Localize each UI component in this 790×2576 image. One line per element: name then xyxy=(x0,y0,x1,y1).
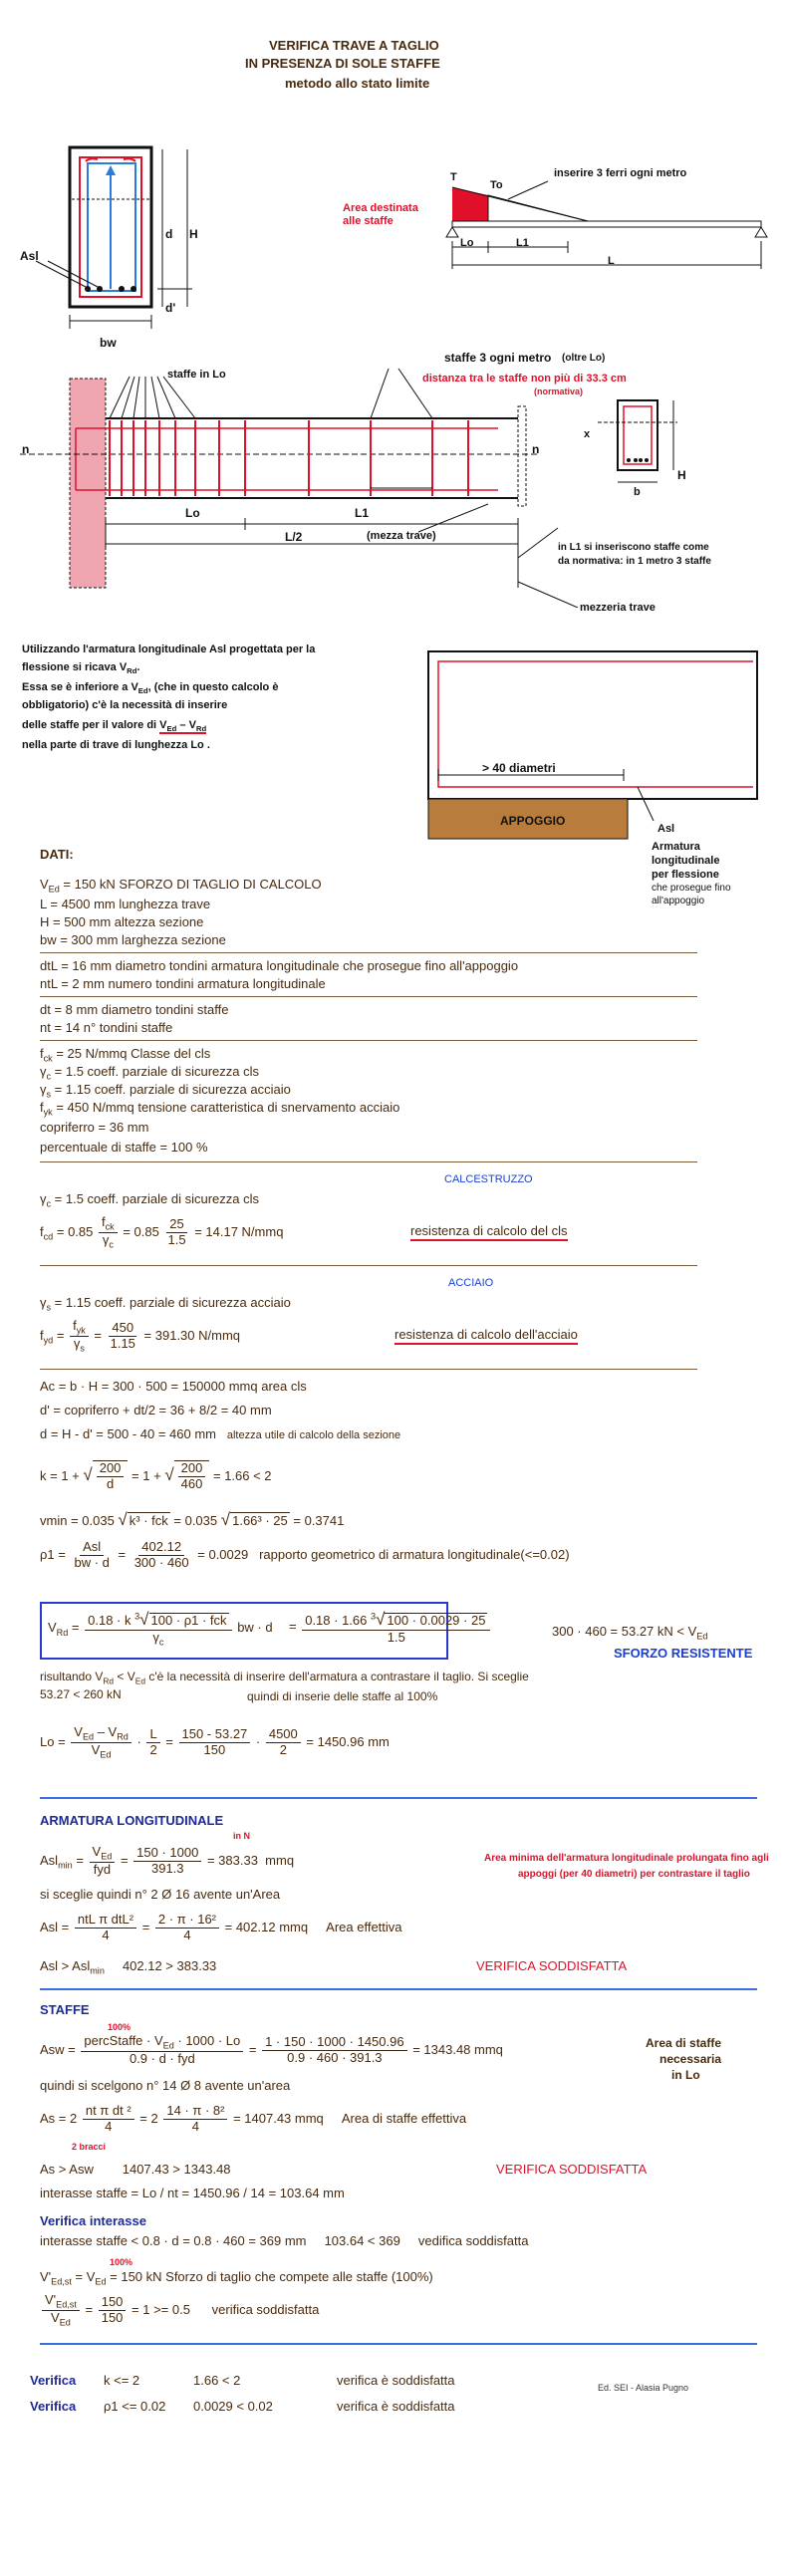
fig2-inserire-label: inserire 3 ferri ogni metro xyxy=(554,167,687,179)
fig2-area-label-1: Area destinata xyxy=(343,202,418,214)
fig3-b-label: b xyxy=(634,486,641,498)
staffe-ver-int: interasse staffe < 0.8 · d = 0.8 · 460 = 369 mm 103.64 < 369 vedifica soddisfatta xyxy=(40,2233,529,2248)
fig3-mezzeria: mezzeria trave xyxy=(580,602,656,614)
vrd-risultando-2: 53.27 < 260 kN xyxy=(40,1687,122,1701)
final-v2-cond: ρ1 <= 0.02 xyxy=(104,2399,166,2414)
geo-k: k = 1 + √ $\frac{200}{d}$ = 1 + √ $\frac{200}{460}$ = 1.66 < 2 xyxy=(40,1460,272,1491)
staffe-scelta: quindi si scelgono n° 14 Ø 8 avente un'area xyxy=(40,2078,291,2093)
arm-long-asl: Asl = $\frac{\text{ntL π dtL²}}{4}$ = $\frac{\text{2 · π · 16²}}{4}$ = 402.12 mmq Area effettiva xyxy=(40,1912,402,1942)
staffe-vedst: $V'_{Ed,st} = V_{Ed} = 150$ kN Sforzo di taglio che compete alle staffe (100%) xyxy=(40,2269,433,2287)
fig4-arm-5: all'appoggio xyxy=(652,896,705,906)
fig4-arm-2: longitudinale xyxy=(652,855,720,867)
staffe-as: As = 2 $\frac{\text{nt π dt ²}}{4}$ = 2 $\frac{\text{14 · π · 8²}}{4}$ = 1407.43 mmq Area di staffe effettiva xyxy=(40,2103,467,2134)
fig2-area-label-2: alle staffe xyxy=(343,215,394,227)
staffe-asw-lab-3: in Lo xyxy=(671,2068,700,2082)
fig2-l1-label: L1 xyxy=(516,237,529,249)
fig2-l-label: L xyxy=(608,255,615,267)
acciaio-fyd: $f_{yd}$ = $\frac{f_{yk}}{\gamma_s}$ = $\frac{450}{1.15}$ = 391.30 N/mmq xyxy=(40,1318,241,1354)
arm-long-note-2: appoggi (per 40 diametri) per contrastare il taglio xyxy=(518,1869,750,1880)
dati-bw: bw = 300 mm larghezza sezione xyxy=(40,932,226,947)
fig4-appoggio: APPOGGIO xyxy=(500,814,566,828)
fig4-arm-3: per flessione xyxy=(652,869,719,881)
final-v2-title: Verifica xyxy=(30,2399,77,2414)
final-v2-res: verifica è soddisfatta xyxy=(337,2399,455,2414)
final-v1-title: Verifica xyxy=(30,2373,77,2388)
staffe-perc100b: 100% xyxy=(110,2257,133,2267)
fig4-asl: Asl xyxy=(658,823,675,835)
dati-fyk: $f_{yk} = 450$ N/mmq tensione caratteristica di snervamento acciaio xyxy=(40,1100,400,1118)
fig3-l1-label: L1 xyxy=(355,506,370,520)
section-diagram xyxy=(28,139,207,349)
dati-h: H = 500 mm altezza sezione xyxy=(40,914,204,929)
fig3-h-label: H xyxy=(677,468,686,482)
vrd-risultando-3: quindi di inserie delle staffe al 100% xyxy=(247,1689,438,1703)
intro-line-3: Essa se è inferiore a $V_{Ed}$, (che in questo calcolo è xyxy=(22,681,279,696)
fig3-x-label: x xyxy=(584,428,591,440)
dati-ved: $V_{Ed} = 150$ kN SFORZO DI TAGLIO DI CALCOLO xyxy=(40,877,322,895)
vrd-subst: = $\frac{0.18 \cdot 1.66 ^3√ 100 \cdot 0.0029 \cdot 25}{1.5}$ xyxy=(289,1610,492,1645)
staffe-perc100: 100% xyxy=(108,2022,132,2032)
staffe-cmp: As > Asw 1407.43 > 1343.48 xyxy=(40,2162,231,2177)
dati-dtl: dtL = 16 mm diametro tondini armatura longitudinale che prosegue fino all'appoggio xyxy=(40,958,519,973)
fig3-n-right: n xyxy=(532,442,540,456)
dati-ntl: ntL = 2 mm numero tondini armatura longitudinale xyxy=(40,976,326,991)
final-v2-val: 0.0029 < 0.02 xyxy=(193,2399,273,2414)
final-v1-cond: k <= 2 xyxy=(104,2373,140,2388)
anchorage-diagram xyxy=(424,647,783,847)
fig3-l2-label: L/2 xyxy=(285,530,303,544)
lo-formula: Lo = $\frac{V_{Ed} - V_{Rd}}{V_{Ed}}$ · $\frac{L}{2}$ = $\frac{150 - 53.27}{150}$ · $\frac{4500}{2}$ = 1450.96 mm xyxy=(40,1724,390,1760)
arm-long-verifica: VERIFICA SODDISFATTA xyxy=(476,1958,628,1973)
arm-long-formula: Asl$_{min}$ = $\frac{V_{Ed}}{\text{fyd}}$ = $\frac{150 \cdot 1000}{391.3}$ = 383.33 mmq xyxy=(40,1844,295,1878)
dati-gs: $\gamma_s = 1.15$ coeff. parziale di sicurezza acciaio xyxy=(40,1082,291,1100)
fig3-mezza-trave: (mezza trave) xyxy=(367,530,436,542)
acciaio-gs: $\gamma_s = 1.15$ coeff. parziale di sicurezza acciaio xyxy=(40,1295,291,1313)
dati-perc: percentuale di staffe = 100 % xyxy=(40,1140,208,1155)
vrd-result: 300 · 460 = 53.27 kN < $V_{Ed}$ xyxy=(552,1624,708,1642)
staffe-ratio: $\frac{V'_{Ed,st}}{V_{Ed}}$ = $\frac{150}{150}$ = 1 >= 0.5 verifica soddisfatta xyxy=(40,2293,319,2328)
title-line-2: IN PRESENZA DI SOLE STAFFE xyxy=(245,56,440,71)
geo-d: d = H - d' = 500 - 40 = 460 mm altezza utile di calcolo della sezione xyxy=(40,1426,401,1441)
arm-long-note-1: Area minima dell'armatura longitudinale prolungata fino agli xyxy=(484,1853,769,1864)
vrd-formula: $V_{Rd}$ = $\frac{0.18 \cdot k ^3√ 100 \cdot \rho 1 \cdot fck}{\gamma_c}$ bw · d xyxy=(48,1610,273,1648)
fig1-bw-label: bw xyxy=(100,336,117,350)
vrd-sforzo: SFORZO RESISTENTE xyxy=(614,1646,753,1661)
arm-long-in-n: in N xyxy=(233,1831,250,1841)
arm-long-title: ARMATURA LONGITUDINALE xyxy=(40,1813,224,1828)
intro-line-4: obbligatorio) c'è la necessità di inserire xyxy=(22,699,228,711)
fig4-arm-1: Armatura xyxy=(652,841,700,853)
dati-fck: $f_{ck} = 25$ N/mmq Classe del cls xyxy=(40,1046,211,1064)
fig1-d-label: d xyxy=(165,227,173,241)
shear-diagram xyxy=(438,169,777,289)
staffe-ver-int-title: Verifica interasse xyxy=(40,2213,146,2228)
fig3-staffe-3: staffe 3 ogni metro xyxy=(444,351,552,365)
final-v1-val: 1.66 < 2 xyxy=(193,2373,241,2388)
geo-dprime: d' = copriferro + dt/2 = 36 + 8/2 = 40 mm xyxy=(40,1403,272,1417)
dati-title: DATI: xyxy=(40,847,74,862)
dati-l: L = 4500 mm lunghezza trave xyxy=(40,897,211,911)
title-line-3: metodo allo stato limite xyxy=(285,76,430,91)
acciaio-label: resistenza di calcolo dell'acciaio xyxy=(395,1327,578,1345)
fig4-diametri: > 40 diametri xyxy=(482,761,556,775)
acciaio-title: ACCIAIO xyxy=(448,1277,494,1289)
fig2-t-label: T xyxy=(450,171,457,183)
fig3-l1-note-1: in L1 si inseriscono staffe come xyxy=(558,542,709,553)
beam-elevation-diagram xyxy=(20,349,777,608)
geo-ac: Ac = b · H = 300 · 500 = 150000 mmq area cls xyxy=(40,1379,307,1394)
arm-long-scelta: si sceglie quindi n° 2 Ø 16 avente un'Area xyxy=(40,1887,281,1902)
credit: Ed. SEI - Alasia Pugno xyxy=(598,2383,689,2393)
fig3-lo-label: Lo xyxy=(185,506,200,520)
staffe-title: STAFFE xyxy=(40,2002,90,2017)
intro-line-5: delle staffe per il valore di $V_{Ed} - V_{Rd}$ xyxy=(22,719,207,734)
staffe-verifica: VERIFICA SODDISFATTA xyxy=(496,2162,648,2177)
geo-vmin: vmin = 0.035 √ k³ · fck = 0.035 √ 1.66³ · 25 = 0.3741 xyxy=(40,1510,345,1529)
fig3-distanza: distanza tra le staffe non più di 33.3 cm xyxy=(422,373,627,385)
cls-fcd: $f_{cd} = 0.85$ $\frac{f_{ck}}{\gamma_c}$ = 0.85 $\frac{25}{1.5}$ = 14.17 N/mmq xyxy=(40,1214,284,1250)
fig3-oltre-lo: (oltre Lo) xyxy=(562,353,606,364)
title-line-1: VERIFICA TRAVE A TAGLIO xyxy=(269,38,439,53)
staffe-asw: Asw = $\frac{percStaffe \cdot V_{Ed} \cdot 1000 \cdot Lo}{\text{0.9 · d · fyd}}$ = $\frac{1 \cdot 150 \cdot 1000 \cdot 1450.96}{0.9 \cdot 460 \cdot 391.3}$ = 1343.48 mmq xyxy=(40,2033,503,2067)
dati-nt: nt = 14 n° tondini staffe xyxy=(40,1020,173,1035)
cls-gc: $\gamma_c = 1.5$ coeff. parziale di sicurezza cls xyxy=(40,1191,260,1209)
arm-long-cmp: Asl > Asl$_{min}$ 402.12 > 383.33 xyxy=(40,1958,217,1976)
cls-title: CALCESTRUZZO xyxy=(444,1173,533,1185)
geo-rho: ρ1 = $\frac{\text{Asl}}{bw \cdot d}$ = $\frac{402.12}{300 \cdot 460}$ = 0.0029 rapporto geometrico di armatura longitudinale(<=0.02) xyxy=(40,1539,570,1570)
cls-fcd-label: resistenza di calcolo del cls xyxy=(410,1223,568,1241)
fig4-arm-4: che prosegue fino xyxy=(652,883,731,894)
fig3-staffe-lo: staffe in Lo xyxy=(167,369,226,381)
fig1-dprime-label: d' xyxy=(165,301,176,315)
staffe-asw-lab-1: Area di staffe xyxy=(646,2036,722,2050)
dati-dt: dt = 8 mm diametro tondini staffe xyxy=(40,1002,229,1017)
dati-copriferro: copriferro = 36 mm xyxy=(40,1120,149,1135)
fig2-to-label: To xyxy=(490,179,503,191)
staffe-asw-lab-2: necessaria xyxy=(659,2052,722,2066)
vrd-risultando: risultando $V_{Rd} < V_{Ed}$ c'è la necessità di inserire dell'armatura a contrastare il taglio. Si sceglie xyxy=(40,1670,529,1686)
staffe-interasse: interasse staffe = Lo / nt = 1450.96 / 14 = 103.64 mm xyxy=(40,2186,345,2200)
fig2-lo-label: Lo xyxy=(460,237,474,249)
dati-gc: $\gamma_c = 1.5$ coeff. parziale di sicurezza cls xyxy=(40,1064,260,1082)
intro-line-2: flessione si ricava $V_{Rd}$. xyxy=(22,661,140,676)
fig3-normativa: (normativa) xyxy=(534,386,584,396)
staffe-bracci: 2 bracci xyxy=(72,2142,107,2152)
intro-line-1: Utilizzando l'armatura longitudinale Asl progettata per la xyxy=(22,644,316,655)
fig1-h-label: H xyxy=(189,227,198,241)
fig3-n-left: n xyxy=(22,442,30,456)
fig3-l1-note-2: da normativa: in 1 metro 3 staffe xyxy=(558,556,711,567)
intro-line-6: nella parte di trave di lunghezza Lo . xyxy=(22,739,210,751)
fig1-asl-label: Asl xyxy=(20,249,39,263)
final-v1-res: verifica è soddisfatta xyxy=(337,2373,455,2388)
